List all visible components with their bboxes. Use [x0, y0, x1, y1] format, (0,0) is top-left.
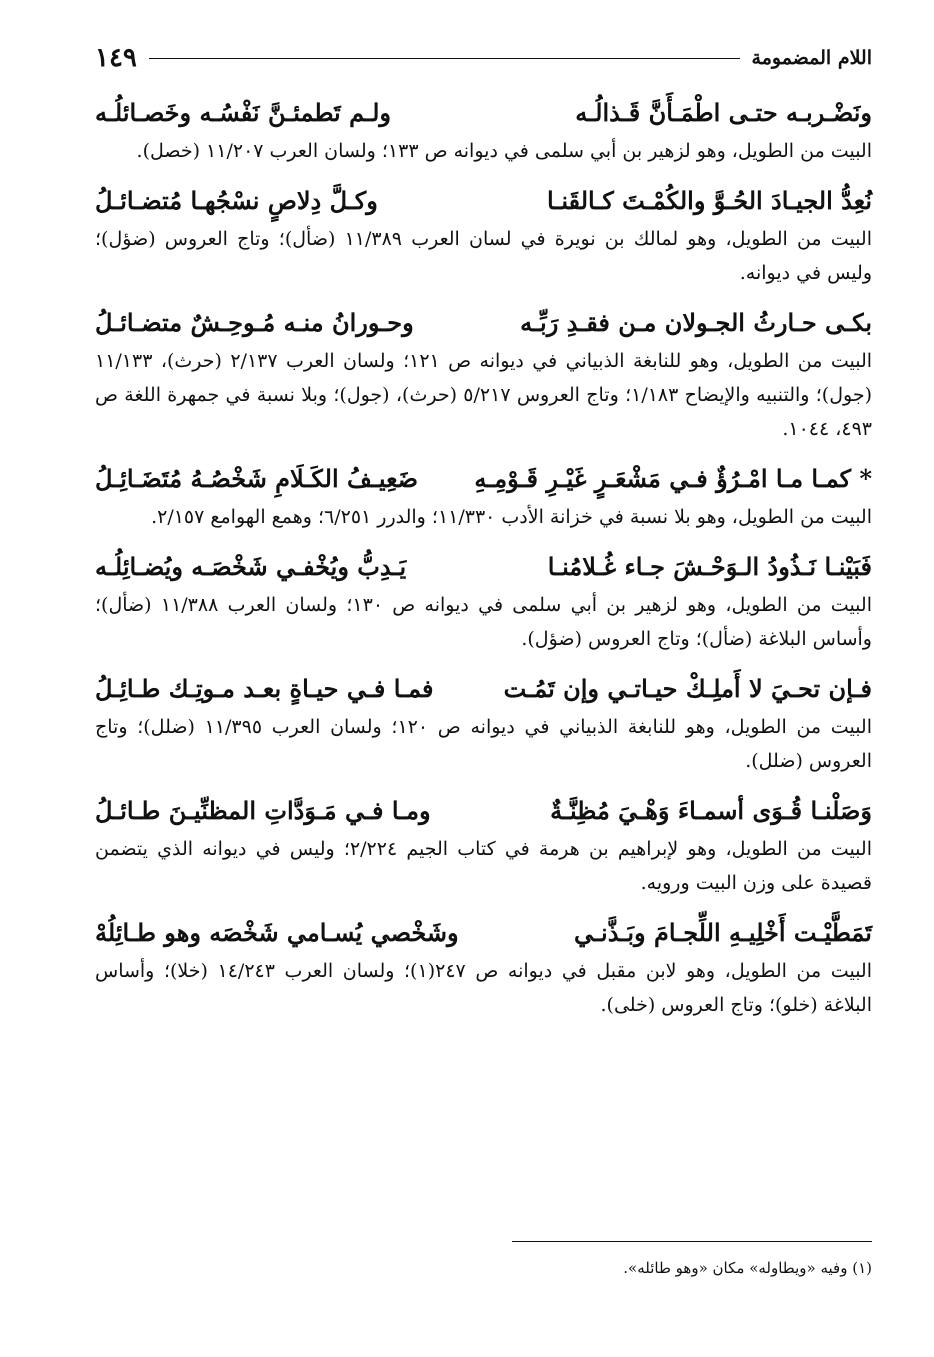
verse-second-hemistich: وشَخْصي يُسـامي شَخْصَه وهو طـائِلُهْ — [95, 918, 459, 947]
verse-first-hemistich: وَصَلْنـا قُـوَى أسمـاءَ وَهْـيَ مُظِنَّـةٌ — [550, 796, 872, 825]
verse-line — [95, 92, 872, 134]
poem-entry-6 — [95, 668, 872, 778]
poem-entry-2 — [95, 180, 872, 290]
verse-line — [95, 912, 872, 954]
source-note: البيت من الطويل، وهو لمالك بن نويرة في لسان العرب ١١/٣٨٩ (ضأل)؛ وتاج العروس (ضؤل)؛ وليس في ديوانه. — [95, 228, 872, 284]
running-title: اللام المضمومة — [751, 47, 872, 69]
page-number: ١٤٩ — [95, 43, 137, 73]
poem-entry-5 — [95, 546, 872, 656]
verse-second-hemistich: يَـدِبُّ ويُخْفـي شَخْصَـه ويُضـائِلُـه — [95, 552, 407, 581]
source-note: البيت من الطويل، وهو لزهير بن أبي سلمى في ديوانه ص ١٣٠؛ ولسان العرب ١١/٣٨٨ (ضأل)؛ وأساس البلاغة (ضأل)؛ وتاج العروس (ضؤل). — [95, 594, 872, 650]
footnote-rule — [512, 1241, 872, 1242]
verse-second-hemistich: فمـا فـي حيـاةٍ بعـد مـوتِـك طـائِـلُ — [95, 674, 434, 703]
source-note: البيت من الطويل، وهو لزهير بن أبي سلمى في ديوانه ص ١٣٣؛ ولسان العرب ١١/٢٠٧ (خصل). — [136, 140, 872, 162]
star-marker: * — [859, 464, 872, 493]
source-note: البيت من الطويل، وهو بلا نسبة في خزانة الأدب ١١/٣٣٠؛ والدرر ٦/٢٥١؛ وهمع الهوامع ٢/١٥٧. — [151, 506, 872, 528]
poem-entry-3 — [95, 302, 872, 446]
source-note: البيت من الطويل، وهو لإبراهيم بن هرمة في كتاب الجيم ٢/٢٢٤؛ وليس في ديوانه الذي يتضمن قصيدة على وزن البيت ورويه. — [95, 838, 872, 894]
verse-line — [95, 546, 872, 588]
source-note: البيت من الطويل، وهو لابن مقبل في ديوانه ص ٢٤٧(١)؛ ولسان العرب ١٤/٢٤٣ (خلا)؛ وأساس البلاغة (خلو)؛ وتاج العروس (خلى). — [95, 960, 872, 1016]
verse-second-hemistich: وحـورانُ منـه مُـوحِـشٌ متضـائـلُ — [95, 308, 414, 337]
verse-second-hemistich: ضَعِيـفُ الكَـلَامِ شَخْصُـهُ مُتَضَـائِـلُ — [95, 464, 419, 493]
header-rule — [149, 58, 740, 59]
verse-first-hemistich-text: كمـا مـا امْـرُؤٌ فـي مَشْعَـرٍ غَيْـرِ قَـوْمِـهِ — [474, 464, 852, 493]
verse-first-hemistich — [474, 458, 872, 500]
verse-line — [95, 458, 872, 500]
poem-entry-4 — [95, 458, 872, 534]
poem-entry-7 — [95, 790, 872, 900]
poem-entry-1 — [95, 92, 872, 168]
verse-first-hemistich: تَمَطَّيْـت أَخْلِيـهِ اللِّجـامَ وبَـذَّنـي — [574, 918, 872, 947]
poem-entry-8 — [95, 912, 872, 1022]
verse-line — [95, 790, 872, 832]
verse-first-hemistich: فـإن تحـيَ لا أَملِـكْ حيـاتـي وإن تَمُـت — [503, 674, 872, 703]
source-note: البيت من الطويل، وهو للنابغة الذبياني في ديوانه ص ١٢١؛ ولسان العرب ٢/١٣٧ (حرث)، ١١/١٣٣ (جول)؛ والتنبيه والإيضاح ١/١٨٣؛ وتاج العروس ٥/٢١٧ (حرث)، (جول)؛ وبلا نسبة في جمهرة اللغة ص ٤٩٣، ١٠٤٤. — [95, 350, 873, 440]
verse-first-hemistich: بكـى حـارثُ الجـولان مـن فقـدِ رَبِّـه — [520, 308, 872, 337]
verse-first-hemistich: نُعِدُّ الجيـادَ الحُـوَّ والكُمْـتَ كـالقَنـا — [546, 186, 872, 215]
verse-second-hemistich: ومـا فـي مَـوَدَّاتِ المظنِّيـنَ طـائـلُ — [95, 796, 431, 825]
verse-first-hemistich: ونَضْـربـه حتـى اطْمَـأَنَّ قَـذالُـه — [575, 98, 872, 127]
footnote: (١) وفيه «ويطاوله» مكان «وهو طائله». — [623, 1259, 872, 1277]
verse-line — [95, 180, 872, 222]
verse-second-hemistich: وكـلَّ دِلاصٍ نسْجُهـا مُتضـائـلُ — [95, 186, 378, 215]
verse-line — [95, 302, 872, 344]
document-page — [95, 36, 872, 1326]
source-note: البيت من الطويل، وهو للنابغة الذبياني في ديوانه ص ١٢٠؛ ولسان العرب ١١/٣٩٥ (ضلل)؛ وتاج العروس (ضلل). — [95, 716, 872, 772]
page-header — [95, 36, 872, 80]
verse-line — [95, 668, 872, 710]
verse-first-hemistich: فَبَيْنـا نَـذُودُ الـوَحْـشَ جـاء غُـلامُنـا — [547, 552, 872, 581]
verse-second-hemistich: ولـم تَطمئـنَّ نَفْسُـه وخَصـائلُـه — [95, 98, 391, 127]
